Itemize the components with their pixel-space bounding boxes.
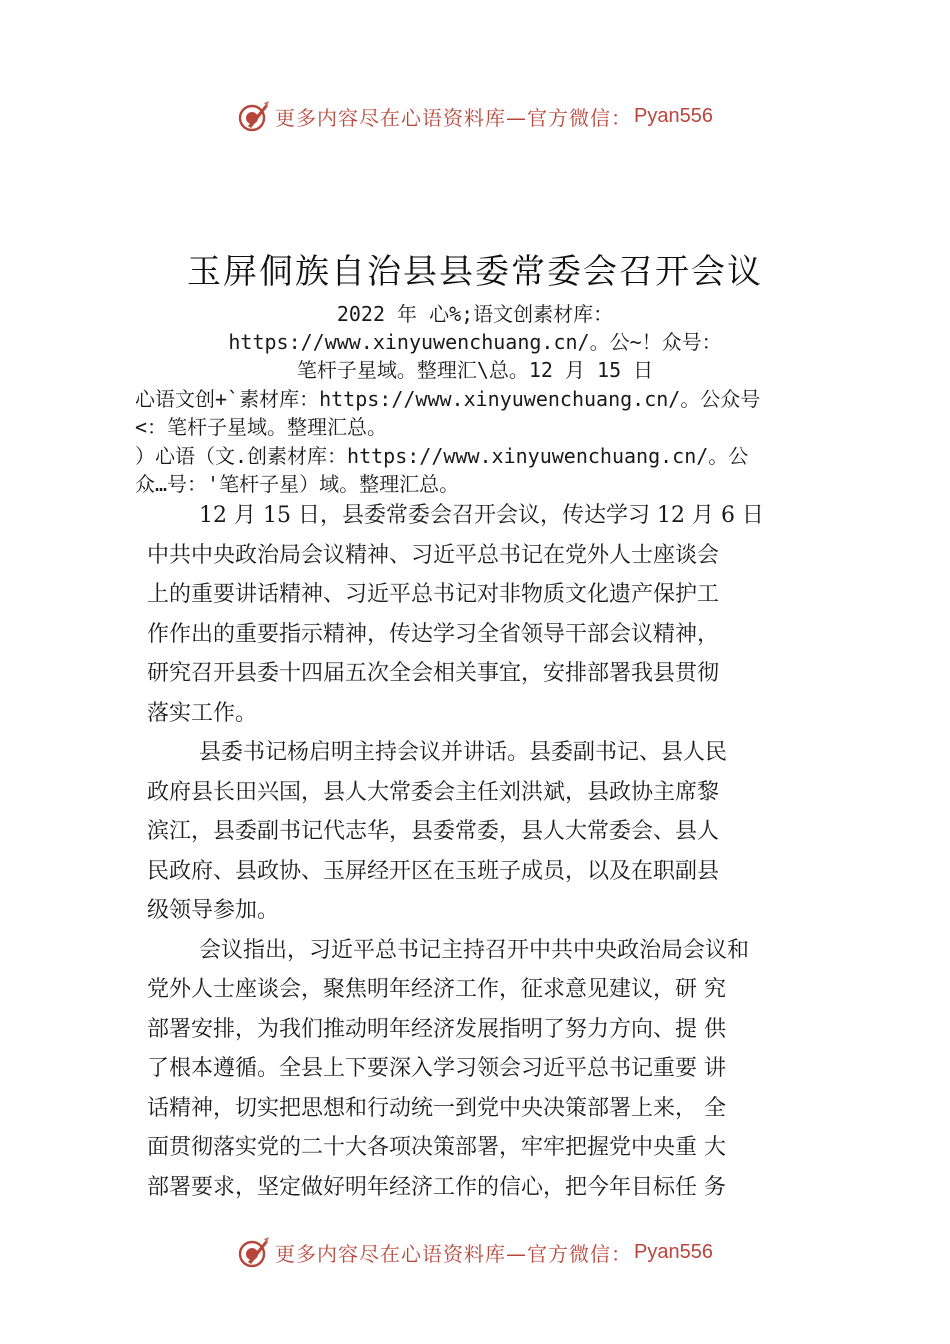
body-line: 12 月 15 日，县委常委会召开会议，传达学习 12 月 6 日 bbox=[199, 503, 764, 528]
paragraph-3 bbox=[147, 931, 827, 1208]
body-line: 面贯彻落实党的二十大各项决策部署，牢牢把握党中央重 大 bbox=[147, 1135, 726, 1160]
watermark-brand-text: 更多内容尽在心语资料库—官方微信： bbox=[275, 1241, 633, 1266]
meta-left-line: 心语文创+`素材库：https://www.xinyuwenchuang.cn/。公众号 bbox=[135, 387, 761, 411]
body-line: 县委书记杨启明主持会议并讲话。县委副书记、县人民 bbox=[199, 740, 728, 765]
watermark-brand-text: 更多内容尽在心语资料库—官方微信： bbox=[275, 105, 633, 130]
meta-center-line: 2022 年 心%;语文创素材库： bbox=[336, 302, 614, 326]
body-line: 了根本遵循。全县上下要深入学习领会习近平总书记重要 讲 bbox=[147, 1056, 726, 1081]
body-line: 中共中央政治局会议精神、习近平总书记在党外人士座谈会 bbox=[147, 542, 720, 568]
header-watermark-banner bbox=[0, 96, 950, 136]
meta-center-line: https://www.xinyuwenchuang.cn/。公~！众号： bbox=[228, 330, 722, 354]
body-line: 研究召开县委十四届五次全会相关事宜，安排部署我县贯彻 bbox=[147, 661, 720, 686]
body-line: 部署要求，坚定做好明年经济工作的信心，把今年目标任 务 bbox=[147, 1174, 726, 1200]
paragraph-2 bbox=[147, 733, 827, 931]
quill-pen-logo-icon bbox=[237, 1235, 271, 1269]
meta-left-line: 众…号：'笔杆子星）域。整理汇总。 bbox=[135, 472, 460, 496]
quill-pen-logo-icon bbox=[237, 99, 271, 133]
body-line: 级领导参加。 bbox=[147, 898, 280, 923]
body-line: 上的重要讲话精神、习近平总书记对非物质文化遗产保护工 bbox=[147, 582, 720, 607]
meta-left-block-1 bbox=[135, 385, 835, 441]
watermark-handle-text: Pyan556 bbox=[634, 1240, 713, 1263]
body-line: 民政府、县政协、玉屏经开区在玉班子成员，以及在职副县 bbox=[147, 858, 720, 884]
meta-center-line: 笔杆子星域。整理汇\总。12 月 15 日 bbox=[296, 358, 654, 382]
body-line: 政府县长田兴国，县人大常委会主任刘洪斌，县政协主席黎 bbox=[147, 779, 720, 805]
meta-left-block-2 bbox=[135, 442, 835, 498]
paragraph-1 bbox=[147, 496, 827, 733]
meta-left-line: <：笔杆子星域。整理汇总。 bbox=[135, 415, 388, 439]
body-line: 作作出的重要指示精神，传达学习全省领导干部会议精神， bbox=[147, 621, 720, 647]
body-line: 话精神，切实把思想和行动统一到党中央决策部署上来， 全 bbox=[147, 1095, 726, 1121]
body-line: 党外人士座谈会，聚焦明年经济工作，征求意见建议，研 究 bbox=[147, 977, 726, 1002]
body-line: 滨江，县委副书记代志华，县委常委，县人大常委会、县人 bbox=[147, 819, 720, 844]
meta-left-line: ）心语（文.创素材库：https://www.xinyuwenchuang.cn/。公 bbox=[135, 444, 749, 468]
footer-watermark-banner bbox=[0, 1232, 950, 1272]
document-body bbox=[147, 496, 827, 1207]
body-line: 部署安排，为我们推动明年经济发展指明了努力方向、提 供 bbox=[147, 1016, 726, 1042]
document-title: 玉屏侗族自治县县委常委会召开会议 bbox=[187, 252, 763, 292]
body-line: 落实工作。 bbox=[147, 700, 258, 726]
watermark-handle-text: Pyan556 bbox=[634, 104, 713, 127]
body-line: 会议指出，习近平总书记主持召开中共中央政治局会议和 bbox=[199, 937, 750, 963]
meta-center-block bbox=[0, 300, 950, 384]
